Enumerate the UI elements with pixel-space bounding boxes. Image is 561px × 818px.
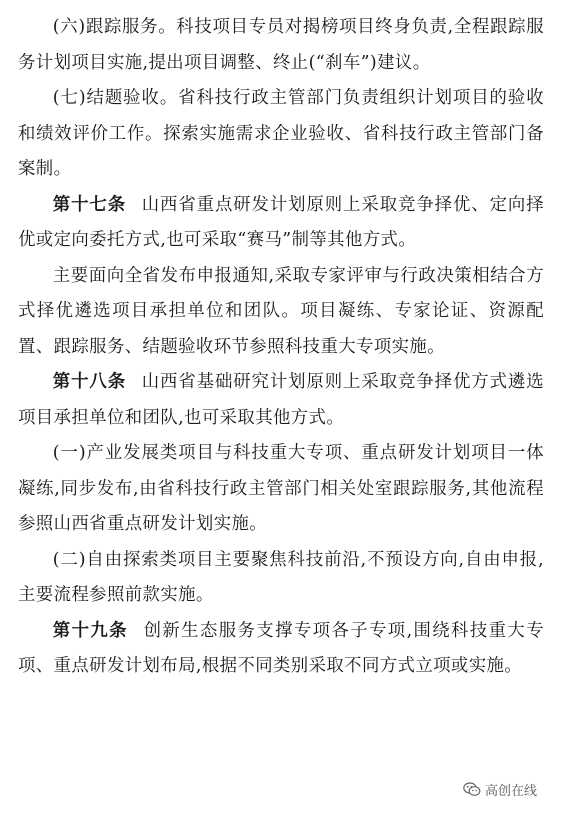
paragraph-acceptance	[18, 81, 544, 188]
paragraph-text: (六)跟踪服务。科技项目专员对揭榜项目终身负责,全程跟踪服务计划项目实施,提出项目调整、终止(“刹车”)建议。	[18, 17, 544, 73]
paragraph-article-17-detail	[18, 259, 544, 366]
paragraph-text: 山西省基础研究计划原则上采取竞争择优方式遴选项目承担单位和团队,也可采取其他方式。	[18, 372, 544, 428]
paragraph-text: (二)自由探索类项目主要聚焦科技前沿,不预设方向,自由申报,主要流程参照前款实施。	[18, 549, 544, 605]
paragraph-text: 主要面向全省发布申报通知,采取专家评审与行政决策相结合方式择优遴选项目承担单位和团队。项目凝练、专家论证、资源配置、跟踪服务、结题验收环节参照科技重大专项实施。	[18, 265, 544, 357]
paragraph-industry-projects	[18, 436, 544, 543]
paragraph-text: (七)结题验收。省科技行政主管部门负责组织计划项目的验收和绩效评价工作。探索实施需求企业验收、省科技行政主管部门备案制。	[18, 88, 544, 179]
watermark	[463, 780, 537, 799]
paragraph-tracking-service	[18, 10, 544, 81]
document-body	[18, 10, 544, 685]
article-number: 第十八条	[52, 372, 127, 392]
paragraph-free-exploration	[18, 543, 544, 614]
paragraph-text: 创新生态服务支撑专项各子专项,围绕科技重大专项、重点研发计划布局,根据不同类别采取不同方式立项或实施。	[18, 620, 544, 676]
article-number: 第十九条	[52, 620, 128, 641]
article-17	[18, 188, 544, 259]
article-19	[18, 614, 544, 685]
paragraph-text: 山西省重点研发计划原则上采取竞争择优、定向择优或定向委托方式,也可采取“赛马”制等其他方式。	[18, 194, 544, 250]
paragraph-text: (一)产业发展类项目与科技重大专项、重点研发计划项目一体凝练,同步发布,由省科技行政主管部门相关处室跟踪服务,其他流程参照山西省重点研发计划实施。	[18, 443, 544, 534]
article-number: 第十七条	[52, 194, 127, 215]
article-18	[18, 365, 544, 436]
watermark-text: 高创在线	[485, 784, 538, 799]
wechat-icon	[463, 782, 481, 797]
